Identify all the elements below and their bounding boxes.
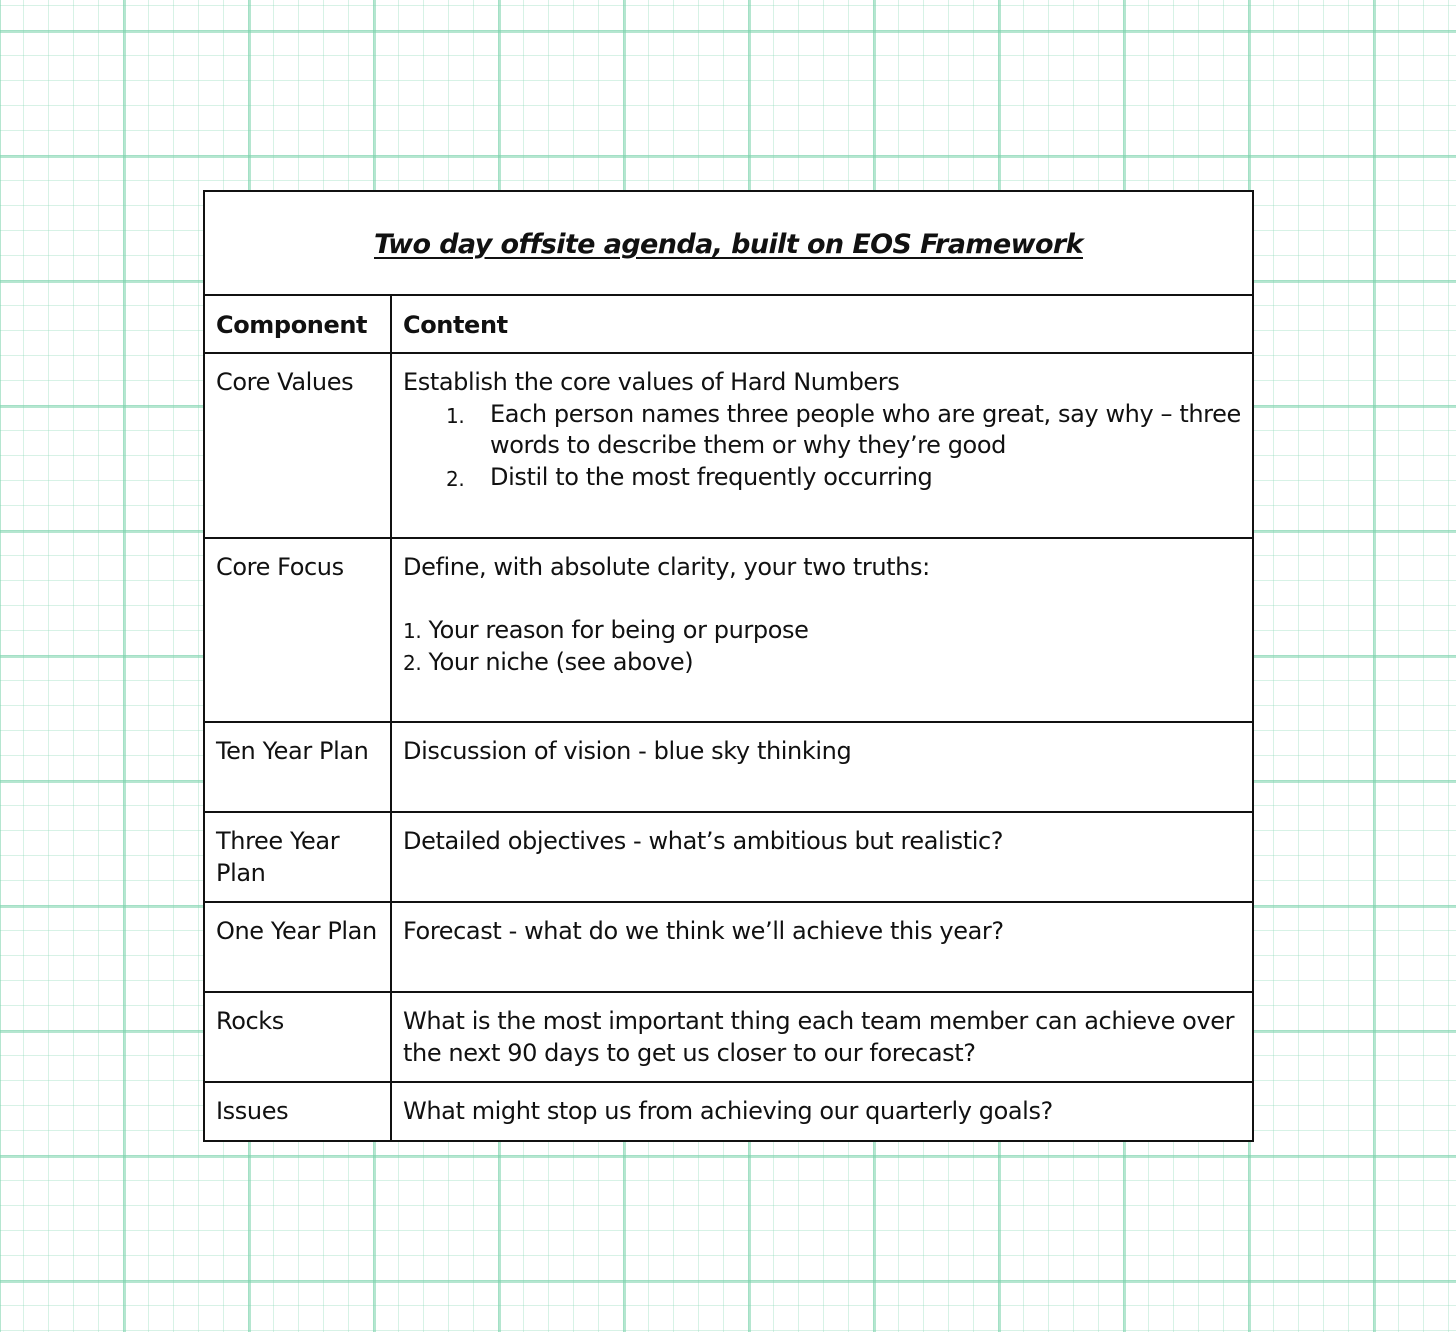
list-item — [403, 615, 1242, 648]
list-number: 2. — [446, 466, 465, 491]
list-item — [403, 462, 1242, 494]
document-title: Two day offsite agenda, built on EOS Framework — [374, 228, 1083, 260]
list-number: 1. — [403, 618, 422, 643]
table-row-rocks — [205, 992, 1252, 1082]
component-cell: Ten Year Plan — [205, 722, 391, 812]
table-row-ten-year-plan — [205, 722, 1252, 812]
table-row-one-year-plan — [205, 902, 1252, 992]
list-item — [403, 399, 1242, 462]
content-cell: What is the most important thing each team member can achieve over the next 90 days to get us closer to our forecast? — [391, 992, 1252, 1082]
component-cell: Core Focus — [205, 538, 391, 722]
component-cell: Core Values — [205, 353, 391, 538]
agenda-table — [205, 296, 1252, 1140]
column-header-content: Content — [403, 311, 508, 339]
table-row-core-values — [205, 353, 1252, 538]
content-cell — [391, 353, 1252, 538]
table-row-core-focus — [205, 538, 1252, 722]
list-text: Your reason for being or purpose — [428, 615, 809, 644]
content-cell: Discussion of vision - blue sky thinking — [391, 722, 1252, 812]
list-number: 2. — [403, 651, 422, 675]
content-cell: Detailed objectives - what’s ambitious but realistic? — [391, 812, 1252, 902]
title-bar — [205, 192, 1252, 296]
core-focus-intro: Define, with absolute clarity, your two truths: — [403, 553, 930, 581]
component-cell: Three Year Plan — [205, 812, 391, 902]
content-cell: Forecast - what do we think we’ll achieve this year? — [391, 902, 1252, 992]
content-cell — [391, 538, 1252, 722]
table-row-issues — [205, 1082, 1252, 1140]
agenda-document — [203, 190, 1254, 1142]
list-text: Your niche (see above) — [428, 648, 694, 676]
core-values-intro: Establish the core values of Hard Numbers — [403, 368, 900, 396]
component-cell: One Year Plan — [205, 902, 391, 992]
component-cell: Rocks — [205, 992, 391, 1082]
table-row-three-year-plan — [205, 812, 1252, 902]
header-row — [205, 296, 1252, 353]
content-cell: What might stop us from achieving our quarterly goals? — [391, 1082, 1252, 1140]
component-cell: Issues — [205, 1082, 391, 1140]
list-text: Distil to the most frequently occurring — [490, 462, 933, 491]
core-values-steps — [403, 399, 1242, 494]
column-header-component: Component — [205, 296, 391, 353]
list-number: 1. — [446, 403, 465, 428]
list-item — [403, 647, 1242, 680]
list-text: Each person names three people who are great, say why – three words to describe them or why they’re good — [490, 399, 1241, 459]
